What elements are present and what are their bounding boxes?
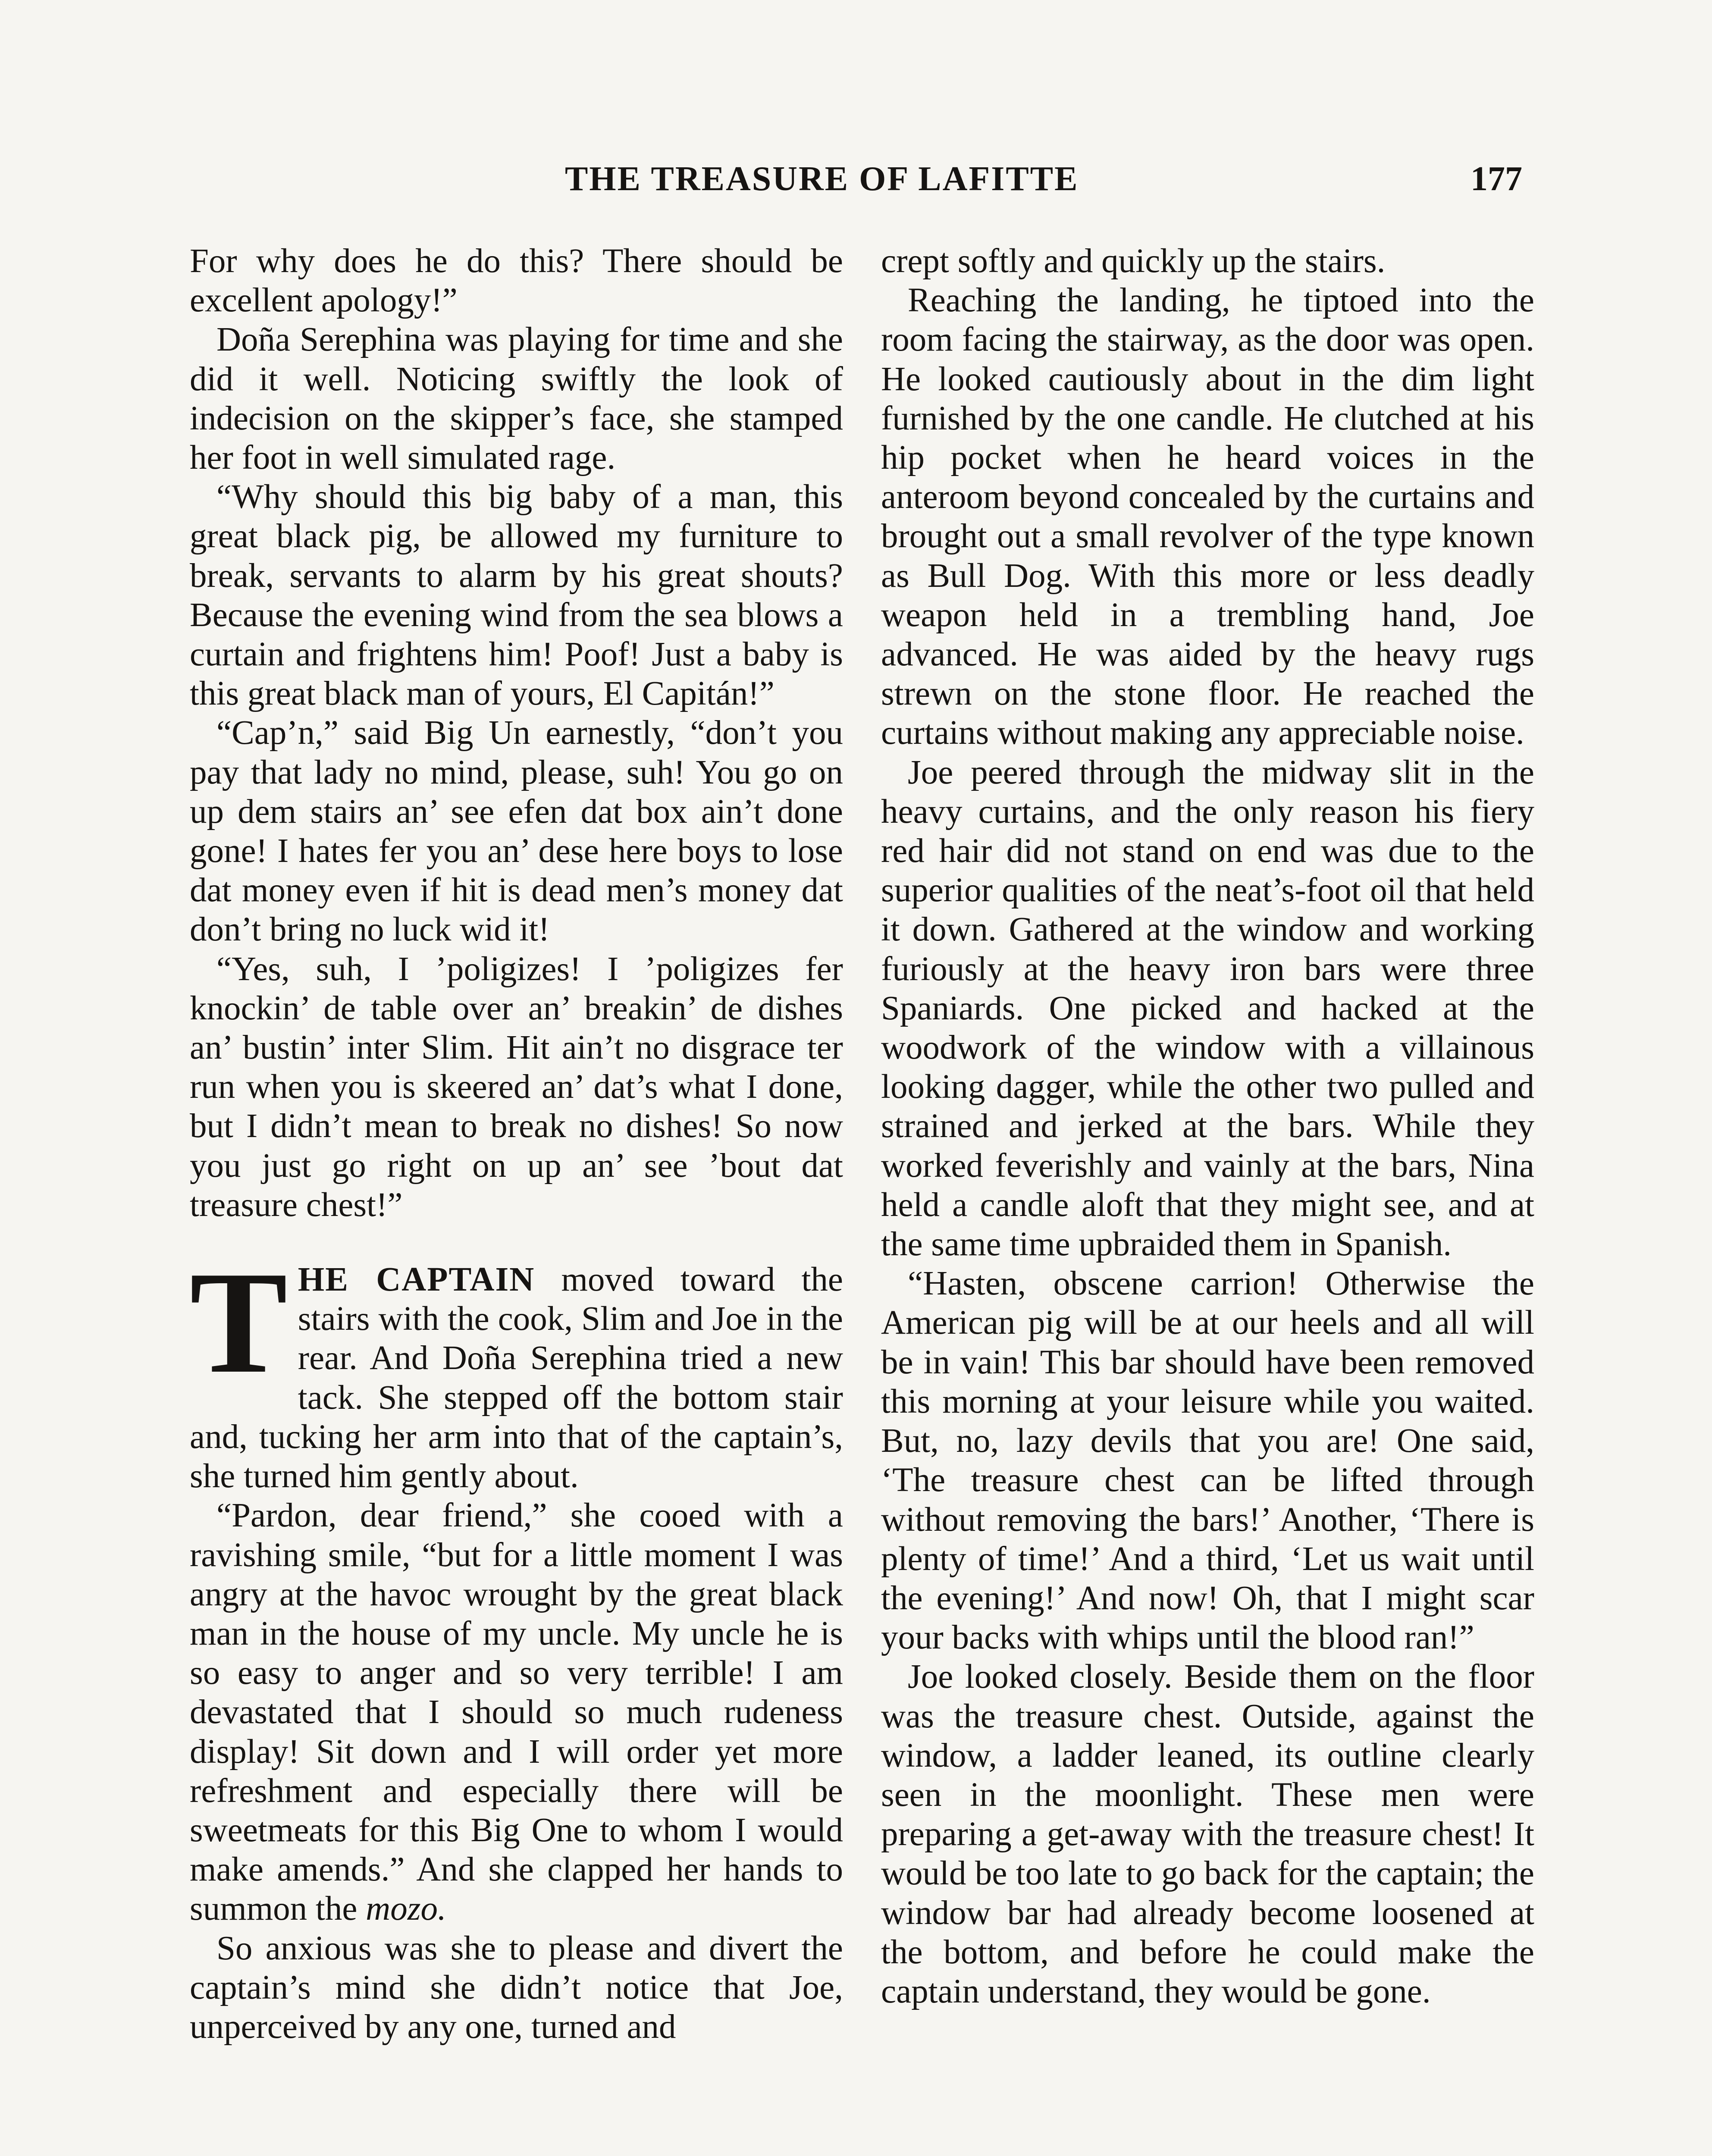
paragraph: “Hasten, obscene carrion! Otherwise the American pig will be at our heels and all will be in vain! This bar should have been removed this morning at your leisure while you waited. But, no, lazy devils that you are! One said, ‘The treasure chest can be lifted through without removing the bars!’ Another, ‘There is plenty of time!’ And a third, ‘Let us wait until the evening!’ And now! Oh, that I might scar your backs with whips until the blood ran!” xyxy=(881,1265,1534,1657)
paragraph: “Cap’n,” said Big Un earnestly, “don’t you pay that lady no mind, please, suh! You go on up dem stairs an’ see efen dat box ain’t done gone! I hates fer you an’ dese here boys to lose dat money even if hit is dead men’s money dat don’t bring no luck wid it! xyxy=(190,714,843,949)
drop-cap: T xyxy=(190,1241,288,1404)
paragraph: “Yes, suh, I ’poligizes! I ’poligizes fer knockin’ de table over an’ breakin’ de dishes an’ bustin’ inter Slim. Hit ain’t no disgrace ter run when you is skeered an’ dat’s what I done, but I didn’t mean to break no dishes! So now you just go right on up an’ see ’bout dat treasure chest!” xyxy=(190,950,843,1224)
right-column xyxy=(881,241,1534,2156)
paragraph: Joe peered through the midway slit in the heavy curtains, and the only reason his fiery red hair did not stand on end was due to the superior qualities of the neat’s-foot oil that held it down. Gathered at the window and working furiously at the heavy iron bars were three Spaniards. One picked and hacked at the woodwork of the window with a villainous looking dagger, while the other two pulled and strained and jerked at the bars. While they worked feverishly and vainly at the bars, Nina held a candle aloft that they might see, and at the same time upbraided them in Spanish. xyxy=(881,753,1534,1263)
page-number: 177 xyxy=(1471,160,1522,198)
paragraph xyxy=(190,1496,843,1928)
paragraph: crept softly and quickly up the stairs. xyxy=(881,242,1386,280)
small-caps-lead: HE CAPTAIN xyxy=(298,1261,535,1299)
drop-cap-paragraph xyxy=(190,1241,843,1496)
left-column xyxy=(190,241,843,2156)
paragraph-text: “Pardon, dear friend,” she cooed with a ravishing smile, “but for a little moment I was angry at the havoc wrought by the great black man in the house of my uncle. My uncle he is so easy to anger and so very terrible! I am devastated that I should so much rudeness display! Sit down and I will order yet more refreshment and especially there will be sweetmeats for this Big One to whom I would make amends.” And she clapped her hands to summon the xyxy=(190,1497,843,1928)
paragraph: “Why should this big baby of a man, this great black pig, be allowed my furniture to break, servants to alarm by his great shouts? Because the evening wind from the sea blows a curtain and frightens him! Poof! Just a baby is this great black man of yours, El Capitán!” xyxy=(190,478,843,713)
running-title: THE TREASURE OF LAFITTE xyxy=(565,160,1079,198)
paragraph: Joe looked closely. Beside them on the floor was the treasure chest. Outside, against the window, a ladder leaned, its outline clearly seen in the moonlight. These men were preparing a get-away with the treasure chest! It would be too late to go back for the captain; the window bar had already become loosened at the bottom, and before he could make the captain understand, they would be gone. xyxy=(881,1658,1534,2010)
running-header xyxy=(0,160,1712,203)
drop-cap-paragraph-text: moved toward the stairs with the cook, Slim and Joe in the rear. And Doña Serephina tried a new tack. She stepped off the bottom stair and, tucking her arm into that of the captain’s, she turned him gently about. xyxy=(190,1261,843,1495)
paragraph: Doña Serephina was playing for time and she did it well. Noticing swiftly the look of indecision on the skipper’s face, she stamped her foot in well simulated rage. xyxy=(190,321,843,477)
paragraph: For why does he do this? There should be excellent apology!” xyxy=(190,242,843,320)
italic-word: mozo. xyxy=(366,1890,446,1928)
paragraph: Reaching the landing, he tiptoed into the room facing the stairway, as the door was open. He looked cautiously about in the dim light furnished by the one candle. He clutched at his hip pocket when he heard voices in the anteroom beyond concealed by the curtains and brought out a small revolver of the type known as Bull Dog. With this more or less deadly weapon held in a trembling hand, Joe advanced. He was aided by the heavy rugs strewn on the stone floor. He reached the curtains without making any appreciable noise. xyxy=(881,282,1534,752)
paragraph: So anxious was she to please and divert the captain’s mind she didn’t notice that Joe, unperceived by any one, turned and xyxy=(190,1929,843,2046)
